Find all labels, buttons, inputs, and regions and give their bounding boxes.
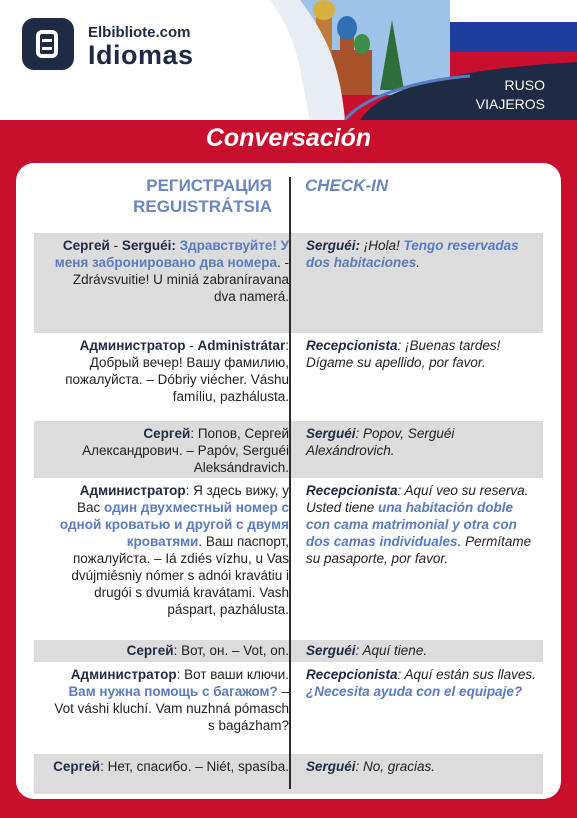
dialogue-text: : Popov, Serguéi Alexándrovich. <box>306 426 455 458</box>
dialogue-text: : Вот, он. – Vot, on. <box>173 643 289 658</box>
dialogue-text: : Aquí veo su reserva. Usted tiene <box>306 483 529 515</box>
tag-topic: VIAJEROS <box>475 96 545 112</box>
spanish-column-heading: CHECK-IN <box>305 176 389 195</box>
speaker-name: Администратор <box>79 483 186 498</box>
speaker-name: Сергей <box>143 426 191 441</box>
spanish-line <box>306 482 538 567</box>
site-name: Elbibliote.com <box>88 24 191 41</box>
russian-line <box>53 237 289 305</box>
spanish-line <box>306 666 538 700</box>
dialogue-text: . Permítame su pasaporte, por favor. <box>306 534 532 566</box>
russian-line <box>53 642 289 659</box>
russian-line <box>53 758 289 775</box>
dialogue-text: : Попов, Сергей Александрович. – Papóv, Serguéi Aleksándravich. <box>82 426 289 475</box>
speaker-name: Serguéi: <box>306 238 361 253</box>
speaker-name: Recepcionista <box>306 667 398 682</box>
dialogue-text: : Aquí están sus llaves. <box>397 667 536 682</box>
speaker-name: Serguéi <box>306 643 356 658</box>
dialogue-text: : No, gracias. <box>355 759 436 774</box>
spanish-line <box>306 642 538 659</box>
spanish-line <box>306 337 538 371</box>
speaker-name: Сергей <box>53 759 101 774</box>
spanish-line <box>306 425 538 459</box>
dialogue-text: : ¡Buenas tardes! Dígame su apellido, por favor. <box>306 338 501 370</box>
dialogue-text: : Вот ваши ключи. <box>176 667 289 682</box>
tag-language: RUSO <box>504 77 545 93</box>
brand-name: Idiomas <box>88 40 194 70</box>
highlighted-phrase: Tengo reservadas dos habitaciones <box>306 238 519 270</box>
speaker-name: Recepcionista <box>306 483 398 498</box>
russian-line <box>53 666 289 734</box>
speaker-name: Serguéi: <box>121 238 176 253</box>
highlighted-phrase: una habitación doble con cama matrimonial y otra con dos camas individuales <box>306 500 517 549</box>
speaker-name: Сергей <box>62 238 110 253</box>
dialogue-text: - <box>185 338 198 353</box>
highlighted-phrase: Здравствуйте! У меня забронировано два номера <box>54 238 289 270</box>
column-divider <box>289 177 291 789</box>
highlighted-phrase: один двухместный номер с одной кроватью и другой с двумя кроватями <box>59 500 289 549</box>
dialogue-text: : Нет, спасибо. – Niét, spasíba. <box>100 759 289 774</box>
dialogue-text: – Vot váshi kluchí. Vam nuzhná pómasch s bagázham? <box>54 684 289 733</box>
conversation-card <box>16 163 561 799</box>
russian-column-heading <box>133 175 272 217</box>
logo-icon <box>22 18 74 70</box>
dialogue-text: - <box>109 238 122 253</box>
russian-line <box>53 425 289 476</box>
russian-heading-cyrillic: РЕГИСТРАЦИЯ <box>146 176 272 195</box>
speaker-name: Serguéi <box>306 426 356 441</box>
highlighted-phrase: ¿Necesita ayuda con el equipaje? <box>306 684 523 699</box>
dialogue-text: : Я здесь вижу, у Вас <box>77 483 289 515</box>
speaker-name: Serguéi <box>306 759 356 774</box>
dialogue-text: . - Zdrávsvuitie! U miniá zabraníravana dva namerá. <box>72 255 289 304</box>
speaker-name: Recepcionista <box>306 338 398 353</box>
dialogue-text: : Aquí tiene. <box>355 643 428 658</box>
dialogue-text: ¡Hola! <box>360 238 404 253</box>
header-banner <box>0 0 577 120</box>
speaker-name: Administrátar <box>197 338 286 353</box>
speaker-name: Сергей <box>126 643 174 658</box>
spanish-line <box>306 237 538 271</box>
page-title: Conversación <box>205 124 372 152</box>
russian-line <box>53 337 289 405</box>
spanish-line <box>306 758 538 775</box>
russian-line <box>53 482 289 618</box>
speaker-name: Администратор <box>79 338 186 353</box>
dialogue-text: . Ваш паспорт, пожалуйста. – Iá zdiés vízhu, u Vas dvújmiésniy nómer s adnói kravátiu i drugói s dvumiá kravátami. Vash páspart, pazhálusta. <box>71 534 289 617</box>
dialogue-text: . <box>416 255 421 270</box>
dialogue-text: : Добрый вечер! Вашу фамилию, пожалуйста. – Dóbriy viécher. Váshu famíliu, pazhálusta. <box>65 338 289 404</box>
highlighted-phrase: Вам нужна помощь с багажом? <box>68 684 278 699</box>
russian-heading-translit: REGUISTRÁTSIA <box>133 197 272 216</box>
speaker-name: Администратор <box>70 667 177 682</box>
